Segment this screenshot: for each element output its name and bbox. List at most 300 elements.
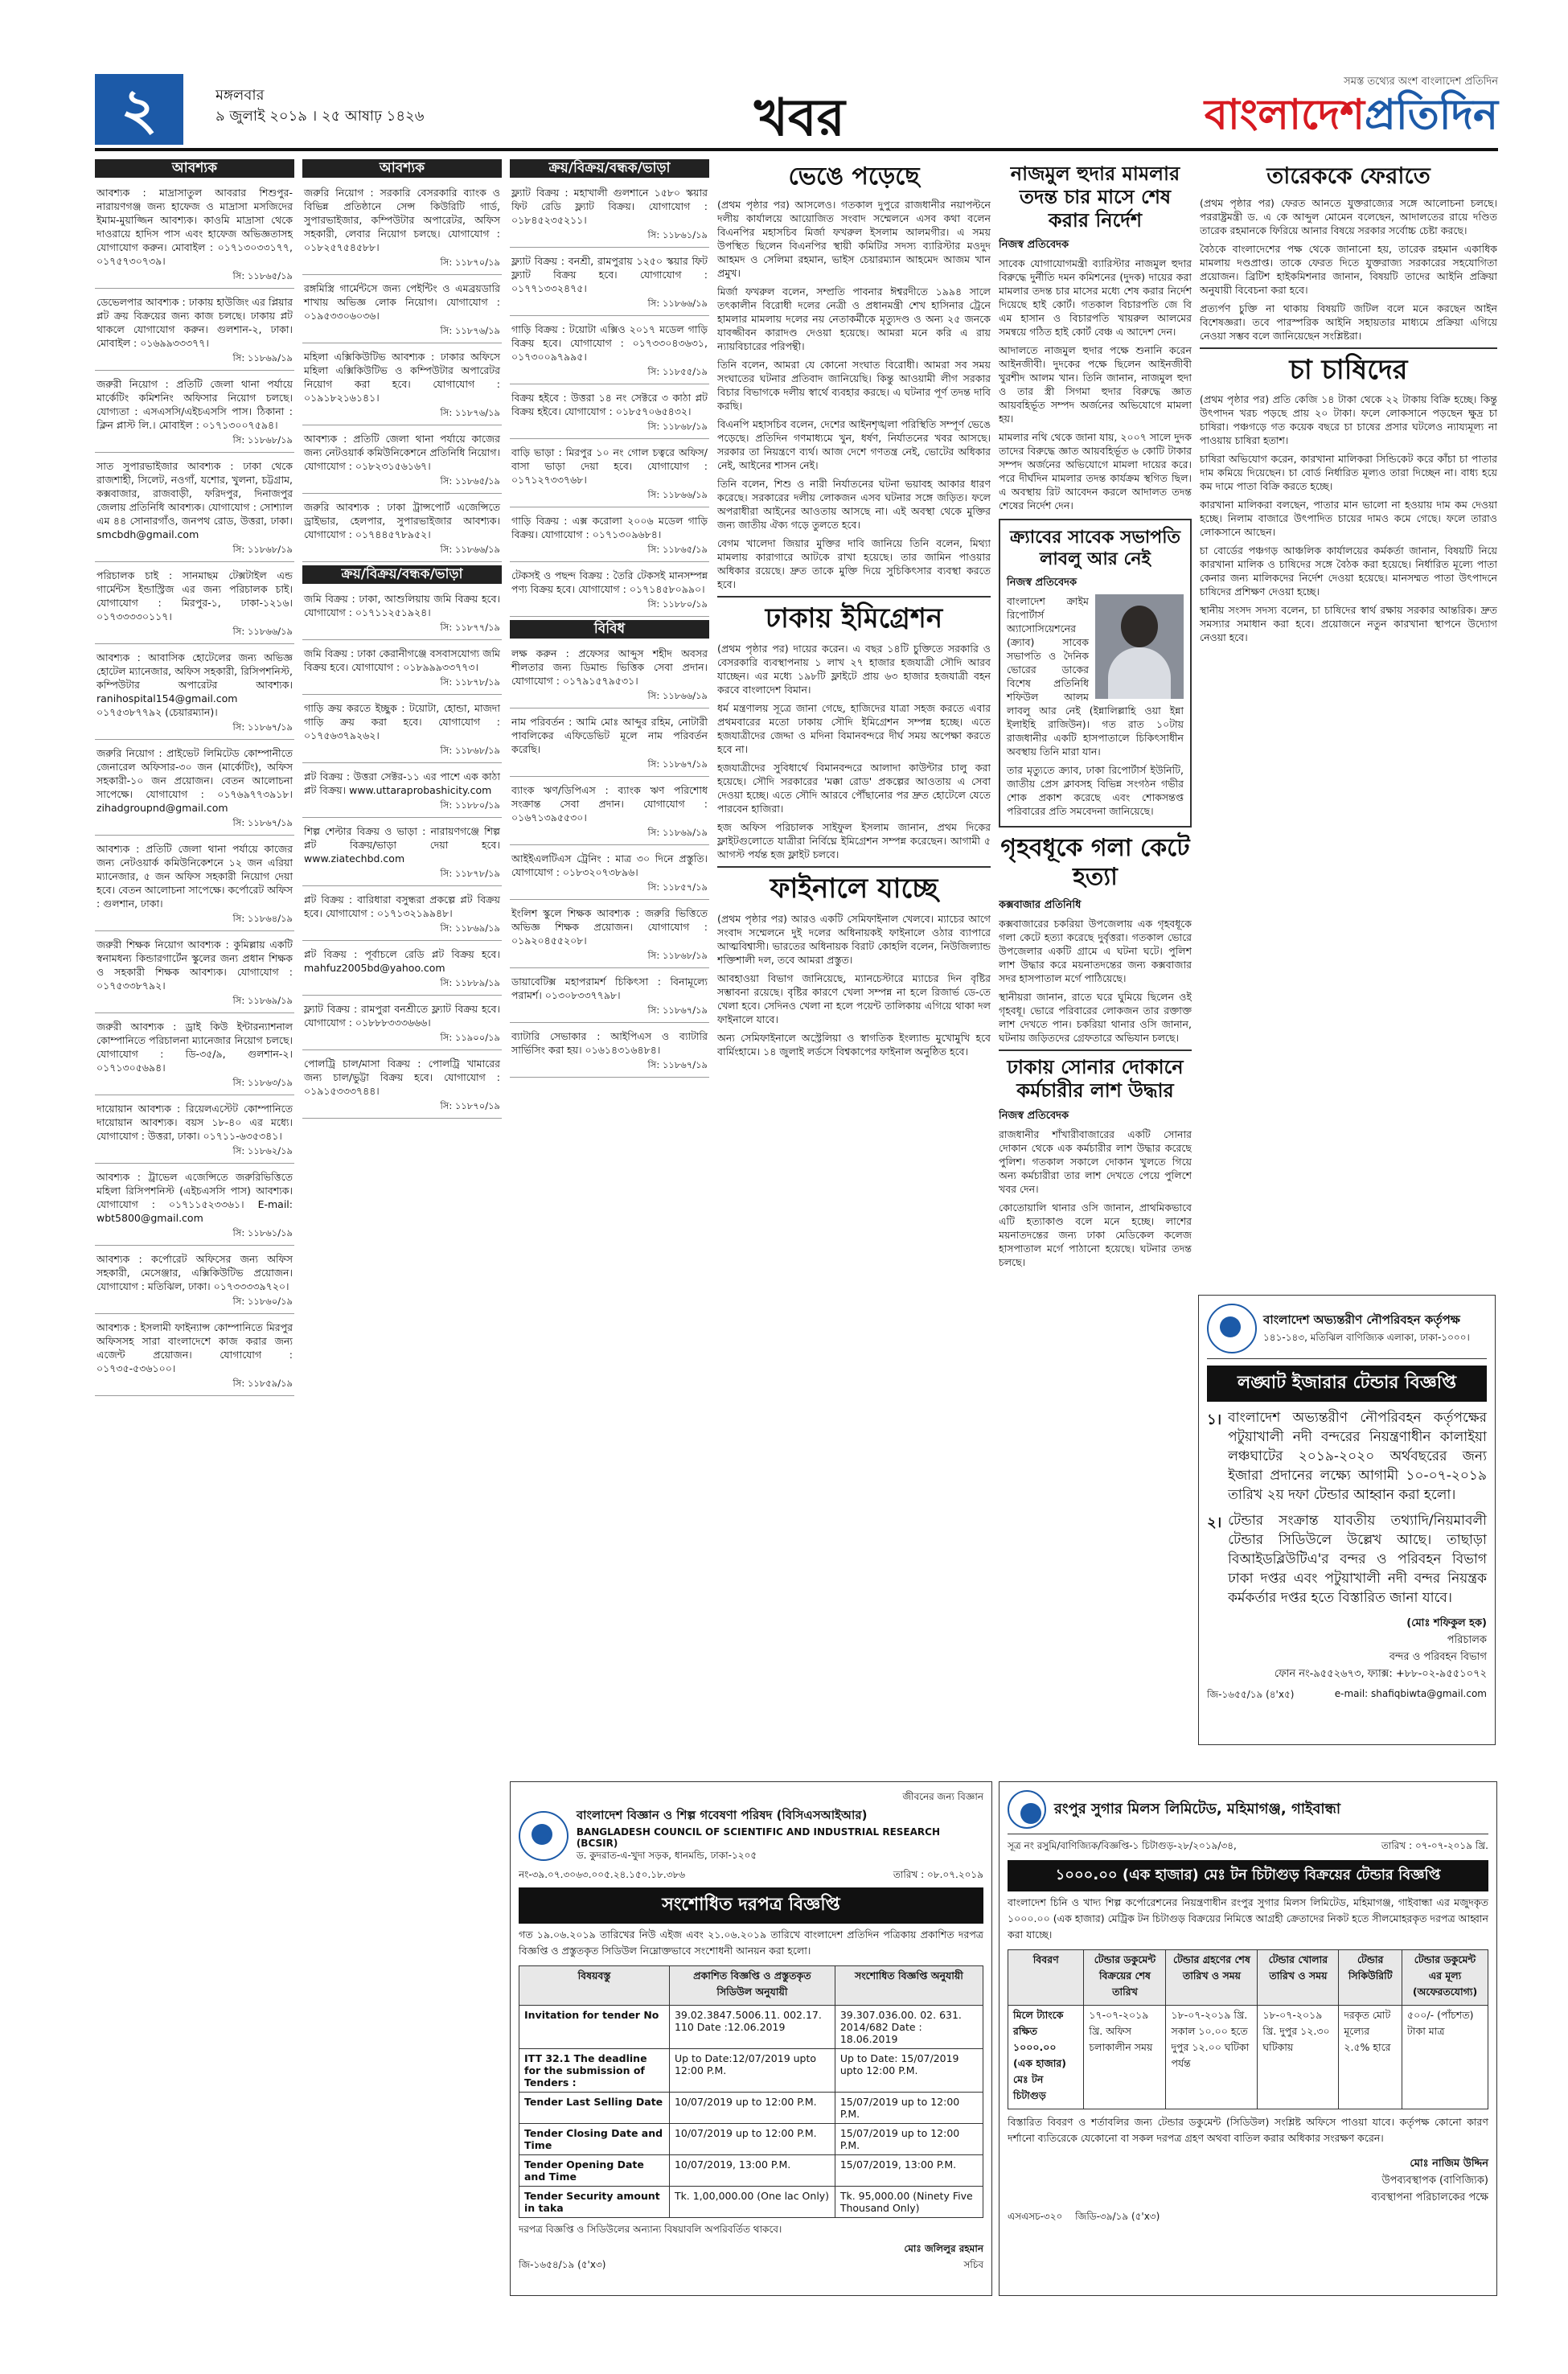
ad-ref: সি: ১১৮৬৯/১৯ <box>440 922 500 934</box>
ad-text: জরুরী শিক্ষক নিয়োগ আবশ্যক : কুমিল্লায় একটি স্বনামধন্য কিন্ডারগার্টেন স্কুলের জন্য প্রধান শিক্ষক ও সহকারী শিক্ষক আবশ্যক। যোগাযোগ : ০১৭৫৩৩৮৭৯২। <box>96 939 293 992</box>
classified-column-2 <box>302 159 502 2210</box>
table-cell: মিলে ট্যাংকে রক্ষিত ১০০০.০০ (এক হাজার) মেঃ টন চিটাগুড় <box>1008 2006 1084 2109</box>
classified-ad <box>95 292 294 371</box>
table-cell: Tk. 1,00,000.00 (One lac Only) <box>669 2187 835 2218</box>
story-headline: গৃহবধূকে গলা কেটে হত্যা <box>1000 834 1190 892</box>
classified-ad <box>302 1054 502 1119</box>
table-cell: Tender Last Selling Date <box>519 2093 670 2124</box>
ad-ref: সি: ১১৮৬৬/১৯ <box>232 626 293 637</box>
ad-ref: সি: ১১৮৭০/১৯ <box>440 257 500 268</box>
ad-ref: সি: ১১৮৭৬/১৯ <box>440 325 500 336</box>
ad-text: নাম পরিবর্তন : আমি মোঃ আব্দুর রহিম, নোটারী পাবলিকের এফিডেভিট মূলে নাম পরিবর্তন করেছি। <box>511 716 708 755</box>
org-address: ১৪১-১৪৩, মতিঝিল বাণিজ্যিক এলাকা, ঢাকা-১০০০। <box>1263 1331 1470 1343</box>
classified-ad <box>302 589 502 640</box>
table-cell: ১৮-০৭-২০১৯ খ্রি. সকাল ১০.০০ হতে দুপুর ১২.০০ ঘটিকা পর্যন্ত <box>1166 2006 1258 2109</box>
ad-ref: সি: ১১৮৬৬/১৯ <box>647 298 708 309</box>
story-paragraph: চা বোর্ডের পঞ্চগড় আঞ্চলিক কার্যালয়ের কর্মকর্তা জানান, বিষয়টি নিয়ে কারখানা মালিক ও চাষিদের সঙ্গে বৈঠক করা হয়েছে। নির্ধারিত মূল্যে পাতা কেনার জন্য মালিকদের নির্দেশ দেওয়া হয়েছে। মানসম্মত পাতা উৎপাদনে চাষিদের প্রশিক্ষণ দেওয়া হচ্ছে। <box>1200 544 1497 598</box>
classified-ad <box>510 971 709 1023</box>
table-cell: 10/07/2019, 13:00 P.M. <box>669 2155 835 2187</box>
ad-text: টেকসই ও পছন্দ বিক্রয় : তৈরি টেকসই মানসম্পন্ন পণ্য বিক্রয় হবে। যোগাযোগ : ০১৭১৪৫৮০৯৯০। <box>511 569 708 595</box>
item-number: ২। <box>1207 1514 1222 1531</box>
table-row <box>519 2155 983 2187</box>
ad-text: প্লট বিক্রয় : পূর্বাচলে রেডি প্লট বিক্রয় হবে। mahfuz2005bd@yahoo.com <box>304 948 500 974</box>
ad-ref: সি: ১১৮৫৯/১৯ <box>232 1378 293 1389</box>
classified-ad <box>95 1099 294 1164</box>
contact: ফোন নং-৯৫৫২৬৭৩, ফ্যাক্স: +৮৮-০২-৯৫৫১০৭২ <box>1274 1668 1487 1680</box>
ad-ref: সি: ১১৮৬৫/১৯ <box>232 270 293 281</box>
table-header-cell: বিষয়বস্তু <box>519 1966 670 2006</box>
table-row <box>1008 2006 1488 2109</box>
classified-ad <box>302 999 502 1050</box>
classified-ad <box>95 743 294 836</box>
story-paragraph: কোতোয়ালি থানার ওসি জানান, প্রাথমিকভাবে এটি হত্যাকাণ্ড বলে মনে হচ্ছে। লাশের ময়নাতদন্তের জন্য ঢাকা মেডিকেল কলেজ হাসপাতাল মর্গে পাঠানো হয়েছে। ঘটনার তদন্ত চলছে। <box>999 1201 1192 1268</box>
ad-text: গাড়ি বিক্রয় : টয়োটা এক্সিও ২০১৭ মডেল গাড়ি বিক্রয় হবে। যোগাযোগ : ০১৭৩৩০৪৩৬৩১, ০১৭৩০০৯৭৯৯৫। <box>511 323 708 363</box>
ad-text: আবশ্যক : কর্পোরেট অফিসের জন্য অফিস সহকারী, মেসেঞ্জার, এক্সিকিউটিভ প্রয়োজন। যোগাযোগ : মতিঝিল, ঢাকা। ০১৭৩৩৩৩৯৭২০। <box>96 1253 293 1292</box>
ad-ref: সি: ১১৮৬৮/১৯ <box>232 544 293 555</box>
ad-text: ফ্ল্যাট বিক্রয় : মহাখালী গুলশানে ১৫৮০ স্কয়ার ফিট রেডি ফ্ল্যাট বিক্রয়। যোগাযোগ : ০১৮৪৫২৩৫২১১। <box>511 187 708 226</box>
story-paragraph: প্রত্যর্পণ চুক্তি না থাকায় বিষয়টি জটিল বলে মনে করছেন আইন বিশেষজ্ঞরা। তবে পারস্পরিক আইনি সহায়তার মাধ্যমে প্রক্রিয়া এগিয়ে নেওয়া সম্ভব বলে জানিয়েছেন সংশ্লিষ্টরা। <box>1200 302 1497 342</box>
table-cell: ITT 32.1 The deadline for the submission of Tenders : <box>519 2049 670 2093</box>
memo-line <box>1008 1839 1488 1855</box>
table-cell: ১৭-০৭-২০১৯ খ্রি. অফিস চলাকালীন সময় <box>1084 2006 1166 2109</box>
classified-ad <box>95 456 294 562</box>
ad-text: জরুরী আবশ্যক : ড্রাই কিউ ইন্টারন্যাশনাল কোম্পানিতে পরিচালনা ম্যানেজার নিয়োগ চলছে। যোগাযোগ : ডি-৩৫/৯, গুলশান-২। ০১৭১৩০৫৬৯৪। <box>96 1021 293 1074</box>
org-address: ড. কুদরাত-এ-খুদা সড়ক, ধানমন্ডি, ঢাকা-১২০৫ <box>576 1850 757 1861</box>
story-headline: নাজমুল হুদার মামলার তদন্ত চার মাসে শেষ করার নির্দেশ <box>1010 162 1180 232</box>
notice-title: লঙ্ঘাট ইজারার টেন্ডার বিজ্ঞপ্তি <box>1207 1366 1487 1402</box>
classified-ad <box>95 565 294 644</box>
story-paragraph: অন্য সেমিফাইনালে অস্ট্রেলিয়া ও স্বাগতিক ইংল্যান্ড মুখোমুখি হবে বার্মিংহামে। ১৪ জুলাই লর্ডসে বিশ্বকাপের ফাইনাল অনুষ্ঠিত হবে। <box>717 1031 991 1058</box>
notice-intro: গত ১৯.০৬.২০১৯ তারিখের নিউ এইজ এবং ২১.০৬.২০১৯ তারিখে বাংলাদেশ প্রতিদিন পত্রিকায় প্রকাশিত দরপত্র বিজ্ঞপ্তি ও প্রস্তুতকৃত সিডিউল নিম্নোক্তভাবে সংশোধনী আনয়ন করা হলো। <box>519 1928 983 1957</box>
ad-text: পরিচালক চাই : সানমাছম টেক্সটাইল এন্ড গার্মেন্টস ইন্ডাস্ট্রিজ এর জন্য পরিচালক চাই। যোগাযোগ : মিরপুর-১, ঢাকা-১২১৬। ০১৭৩৩৩৩০১১৭। <box>96 569 293 622</box>
table-row <box>519 2006 983 2049</box>
story-paragraph: (প্রথম পৃষ্ঠার পর) দায়ের করেন। এ বছর ১৪টি চুক্তিতে সরকারি ও বেসরকারি ব্যবস্থাপনায় ১ লাখ ২৭ হাজার হজযাত্রী সৌদি আরব যাচ্ছেন। এর মধ্যে ১৯৮টি ফ্লাইটে প্রায় ৬৩ হাজার হজযাত্রী বহন করবে বাংলাদেশ বিমান। <box>717 642 991 696</box>
ad-ref: সি: ১১৮৭০/১৯ <box>440 1100 500 1111</box>
notice-item <box>1207 1408 1487 1505</box>
story-byline: নিজস্ব প্রতিবেদক <box>999 239 1069 252</box>
ad-text: বাড়ি ভাড়া : মিরপুর ১০ নং গোল চত্বরে অফিস/বাসা ভাড়া দেয়া হবে। যোগাযোগ : ০১৭১২৭৩৩৭৬৮। <box>511 446 708 486</box>
ad-text: জমি বিক্রয় : ঢাকা কেরানীগঞ্জে বসবাসযোগ্য জমি বিক্রয় হবে। যোগাযোগ : ০১৮৯৯৯৩৩৭৭৩। <box>304 647 500 673</box>
table-cell: 10/07/2019 up to 12:00 P.M. <box>669 2093 835 2124</box>
ad-ref: সি: ১১৮৬৭/১৯ <box>232 817 293 828</box>
table-row <box>519 2093 983 2124</box>
ad-ref: সি: ১১৮৬৯/১৯ <box>232 995 293 1006</box>
org-name-en: BANGLADESH COUNCIL OF SCIENTIFIC AND INDUSTRIAL RESEARCH (BCSIR) <box>576 1826 940 1849</box>
brand-name: বাংলাদেশপ্রতিদিন <box>1204 90 1498 139</box>
classified-ad <box>302 944 502 996</box>
story-paragraph: সাবেক যোগাযোগমন্ত্রী ব্যারিস্টার নাজমুল হুদার বিরুদ্ধে দুর্নীতি দমন কমিশনের (দুদক) দায়ের করা মামলার তদন্ত চার মাসের মধ্যে শেষ করার নির্দেশ দিয়েছে হাই কোর্ট। গতকাল বিচারপতি জে বি এম হাসান ও বিচারপতি খায়রুল আলমের সমন্বয়ে গঠিত হাই কোর্ট বেঞ্চ এ আদেশ দেন। <box>999 257 1192 339</box>
table-row <box>519 2187 983 2218</box>
table-header-cell: সংশোধিত বিজ্ঞপ্তি অনুযায়ী <box>835 1966 983 2006</box>
classified-list <box>302 183 502 562</box>
ad-ref: সি: ১১৮৬৭/১৯ <box>647 1059 708 1070</box>
notice-footer <box>519 2242 983 2274</box>
ad-ref: সি: ১১৮৬৮/১৯ <box>440 745 500 756</box>
ad-ref: সি: ১১৮৭৬/১৯ <box>440 407 500 418</box>
table-header-cell: টেন্ডার খোলার তারিখ ও সময় <box>1258 1950 1339 2006</box>
org-name: বাংলাদেশ অভ্যন্তরীণ নৌপরিবহন কর্তৃপক্ষ <box>1263 1312 1460 1327</box>
news-column-4 <box>717 159 991 1776</box>
story-headline: ঢাকায় সোনার দোকানে কর্মচারীর লাশ উদ্ধার <box>999 1049 1192 1103</box>
ad-ref: সি: ১১৮৬৮/১৯ <box>647 421 708 432</box>
classified-ad <box>510 712 709 777</box>
story-paragraph: তিনি বলেন, আমরা যে কোনো সংঘাত বিরোধী। আমরা সব সময় সংঘাতের ঘটনার প্রতিবাদ জানিয়েছি। কিন্তু আওয়ামী লীগ সরকার বিচার বিভাগকে দলীয় স্বার্থে ব্যবহার করছে। এ ঘটনার পূর্ণ তদন্ত দাবি করছি। <box>717 359 991 412</box>
sugar-mill-tender-notice <box>999 1781 1497 2296</box>
ad-text: গাড়ি বিক্রয় : এক্স করোলা ২০০৬ মডেল গাড়ি বিক্রয়। যোগাযোগ : ০১৭১৩০৯৬৮৪। <box>511 515 708 540</box>
classified-column-3 <box>510 159 709 1776</box>
ad-text: শিল্প শেল্টার বিক্রয় ও ভাড়া : নারায়ণগঞ্জে শিল্প প্লট বিক্রয়/ভাড়া দেয়া হবে। www.ziatechbd.com <box>304 825 500 865</box>
signatory: মোঃ জলিলুর রহমান <box>904 2243 983 2254</box>
sugar-mill-logo-icon <box>1008 1790 1046 1829</box>
story-body <box>717 912 991 1058</box>
classified-ad <box>95 183 294 289</box>
story-paragraph: আদালতে নাজমুল হুদার পক্ষে শুনানি করেন আইনজীবী। দুদকের পক্ষে ছিলেন আইনজীবী খুরশীদ আলম খান। তিনি জানান, নাজমুল হুদা ও তার স্ত্রী সিগমা হুদার বিরুদ্ধে জ্ঞাত আয়বহির্ভূত সম্পদ অর্জনের অভিযোগে মামলা হয়। <box>999 344 1192 425</box>
table-cell: ১৮-০৭-২০১৯ খ্রি. দুপুর ১২.৩০ ঘটিকায় <box>1258 2006 1339 2109</box>
news-column-5 <box>999 159 1192 1776</box>
designation: উপব্যবস্থাপক (বাণিজ্যিক) <box>1381 2175 1488 2187</box>
story-headline: ভেঙে পড়েছে <box>788 162 920 191</box>
story-body <box>717 198 991 591</box>
classified-ad <box>510 1026 709 1078</box>
notice-footer <box>1008 2210 1488 2226</box>
notice-email: e-mail: shafiqbiwta@gmail.com <box>1334 1688 1487 1699</box>
ad-ref: সি: ১১৮৬৫/১৯ <box>647 544 708 555</box>
story-byline: নিজস্ব প্রতিবেদক <box>999 1109 1069 1122</box>
table-header-row <box>1008 1950 1488 2006</box>
table-header-cell: টেন্ডার গ্রহণের শেষ তারিখ ও সময় <box>1166 1950 1258 2006</box>
issue-date: ৯ জুলাই ২০১৯ । ২৫ আষাঢ় ১৪২৬ <box>215 108 425 125</box>
ad-ref: সি: ১১৮৬৭/১৯ <box>232 721 293 733</box>
column-heading: আবশ্যক <box>302 159 502 178</box>
signature-block <box>1207 1616 1487 1683</box>
brand-tagline: সমস্ত তথ্যের অংশ বাংলাদেশ প্রতিদিন <box>1344 76 1498 88</box>
ad-text: ব্যাংক ঋণ/ডিপিএস : ব্যাংক ঋণ পরিশোধ সংক্রান্ত সেবা প্রদান। যোগাযোগ : ০১৬৭১৩৯৫৫৩০। <box>511 784 708 824</box>
story-paragraph: কারখানা মালিকরা বলছেন, পাতার মান ভালো না হওয়ায় দাম কম দেওয়া হচ্ছে। নিলাম বাজারে উৎপাদিত চায়ের দামও কমে গেছে। ফলে তারাও লোকসানে আছেন। <box>1200 499 1497 539</box>
ad-text: প্লট বিক্রয় : উত্তরা সেক্টর-১১ এর পাশে এক কাঠা প্লট বিক্রয়। www.uttaraprobashicity.com <box>304 770 500 796</box>
story-paragraph: (প্রথম পৃষ্ঠার পর) আরও একটি সেমিফাইনাল খেলবে। ম্যাচের আগে সংবাদ সম্মেলনে দুই দলের অধিনায়কই ফাইনালে ওঠার ব্যাপারে আত্মবিশ্বাসী। ভারতের অধিনায়ক বিরাট কোহলি বলেন, নিউজিল্যান্ড শক্তিশালী দল, তবে আমরা প্রস্তুত। <box>717 912 991 966</box>
story-paragraph: (প্রথম পৃষ্ঠার পর) ফেরত আনতে যুক্তরাজ্যের সঙ্গে আলোচনা চলছে। পররাষ্ট্রমন্ত্রী ড. এ কে আব্দুল মোমেন বলেছেন, আদালতের রায়ে দণ্ডিত তারেক রহমানকে ফিরিয়ে আনার বিষয়ে সরকার সর্বোচ্চ চেষ্টা করছে। <box>1200 196 1497 236</box>
story-paragraph: মির্জা ফখরুল বলেন, সম্প্রতি পাবনার ঈশ্বরদীতে ১৯৯৪ সালে তৎকালীন বিরোধী দলের নেত্রী ও প্রধানমন্ত্রী শেখ হাসিনার ট্রেনে হামলার মামলায় দলের নয় নেতাকর্মীকে মৃত্যুদণ্ড ও অন্য ২৫ জনকে যাবজ্জীবন কারাদণ্ড দেওয়া হয়েছে। আমরা মনে করি এ রায় ন্যায়বিচারের পরিপন্থী। <box>717 285 991 352</box>
story-body <box>1200 392 1497 644</box>
portrait-photo <box>1095 594 1184 699</box>
story-headline: ক্র্যাবের সাবেক সভাপতি লাবলু আর নেই <box>1009 527 1181 569</box>
memo-date: তারিখ : ০৮.০৭.২০১৯ <box>893 1869 983 1880</box>
ad-ref: সি: ১১৮৬৮/১৯ <box>232 434 293 446</box>
story-paragraph: (প্রথম পৃষ্ঠার পর) আসলেও। গতকাল দুপুরে রাজধানীর নয়াপল্টনে দলীয় কার্যালয়ে আয়োজিত সংবাদ সম্মেলনে এসব কথা বলেন বিএনপির মহাসচিব মির্জা ফখরুল ইসলাম আলমগীর। এ সময় উপস্থিত ছিলেন বিএনপির স্থায়ী কমিটির সদস্য ব্যারিস্টার মওদুদ আহমদ ও সেলিমা রহমান, ভাইস চেয়ারম্যান আহমেদ আজম খান প্রমুখ। <box>717 199 991 279</box>
ad-ref: সি: ১১৮৬২/১৯ <box>232 1145 293 1156</box>
table-cell: Up to Date: 15/07/2019 upto 12:00 P.M. <box>835 2049 983 2093</box>
story-paragraph: তার মৃত্যুতে ক্র্যাব, ঢাকা রিপোর্টার্স ইউনিটি, জাতীয় প্রেস ক্লাবসহ বিভিন্ন সংগঠন গভীর শোক প্রকাশ করেছে এবং শোকসন্তপ্ত পরিবারের প্রতি সমবেদনা জানিয়েছে। <box>1007 764 1184 818</box>
bcsir-logo-icon <box>519 1811 569 1861</box>
item-text: বাংলাদেশ অভ্যন্তরীণ নৌপরিবহন কর্তৃপক্ষের পটুয়াখালী নদী বন্দরের নিয়ন্ত্রণাধীন কালাইয়া লঞ্চঘাটের ২০১৯-২০২০ অর্থবছরের জন্য ইজারা প্রদানের লক্ষ্যে আগামী ১০-০৭-২০১৯ তারিখ ২য় দফা টেন্ডার আহ্বান করা হলো। <box>1228 1410 1487 1503</box>
column-heading: আবশ্যক <box>95 159 294 178</box>
story-paragraph: বিএনপি মহাসচিব বলেন, দেশের আইনশৃঙ্খলা পরিস্থিতি সম্পূর্ণ ভেঙে পড়েছে। প্রতিদিন গণমাধ্যমে খুন, ধর্ষণ, নির্যাতনের খবর আসছে। সরকার তা নিয়ন্ত্রণে ব্যর্থ। আজ দেশে গণতন্ত্র নেই, ভোটের অধিকার নেই, আইনের শাসন নেই। <box>717 418 991 471</box>
masthead <box>95 74 1498 151</box>
classified-ad <box>302 183 502 275</box>
story-paragraph: তিনি বলেন, শিশু ও নারী নির্যাতনের ঘটনা ভয়াবহ আকার ধারণ করেছে। সরকারের দলীয় লোকজন এসব ঘটনার সঙ্গে জড়িত। ফলে অপরাধীরা আইনের আওতায় আসছে না। এই অবস্থা থেকে মুক্তির জন্য জাতীয় ঐক্য গড়ে তুলতে হবে। <box>717 478 991 531</box>
ad-ref: সি: ১১৮৬৯/১৯ <box>647 827 708 838</box>
signature-block <box>904 2242 983 2274</box>
classified-ad <box>302 698 502 763</box>
obituary-box <box>999 519 1192 828</box>
org-name: রংপুর সুগার মিলস লিমিটেড, মহিমাগঞ্জ, গাইবান্ধা <box>1054 1800 1341 1817</box>
ad-text: আইইএলটিএস ট্রেনিং : মাত্র ৩০ দিনে প্রস্তুতি। যোগাযোগ : ০১৮৩২০৭৩৮৯৬। <box>511 852 708 878</box>
footer-note: দরপত্র বিজ্ঞপ্তি ও সিডিউলের অন্যান্য বিষয়াবলি অপরিবর্তিত থাকবে। <box>519 2224 782 2235</box>
org-name-bn: বাংলাদেশ বিজ্ঞান ও শিল্প গবেষণা পরিষদ (বিসিএসআইআর) <box>576 1808 868 1822</box>
story-paragraph: (প্রথম পৃষ্ঠার পর) প্রতি কেজি ১৪ টাকা থেকে ২২ টাকায় বিক্রি হচ্ছে। কিন্তু উৎপাদন খরচ পড়ছে প্রায় ২০ টাকা। ফলে লোকসানে পড়ছেন ক্ষুদ্র চা চাষিরা। পঞ্চগড়ে গত কয়েক বছরে চা চাষের প্রসার ঘটলেও ন্যায্যমূল্য না পাওয়ায় চাষিরা হতাশ। <box>1200 393 1497 447</box>
table-cell: 39.307.036.00. 02. 631. 2014/682 Date : 18.06.2019 <box>835 2006 983 2049</box>
item-number: ১। <box>1207 1411 1222 1428</box>
ad-text: ডেভেলপার আবশ্যক : ঢাকায় হাউজিং এর প্লিয়ার প্লট ক্রয় বিক্রয়ের জন্য কাজ চলছে। ঢাকায় প্লট থাকলে যোগাযোগ করুন। গুলশান-২, ঢাকা। মোবাইল : ০১৬৯৯৩৩৩৭৭। <box>96 296 293 349</box>
ad-ref: সি: ১১৮৬৩/১৯ <box>232 1077 293 1088</box>
ad-ref: সি: ১১৮৬০/১৯ <box>232 1296 293 1307</box>
notice-item <box>1207 1511 1487 1608</box>
classified-list <box>510 183 709 617</box>
notice-ref: জি-১৬৫৫/১৯ (৪'x৫) <box>1207 1689 1295 1700</box>
ad-ref: সি: ১১৮৮০/১৯ <box>440 799 500 811</box>
table-header-cell: বিবরণ <box>1008 1950 1084 2006</box>
ad-text: ফ্ল্যাট বিক্রয় : বনশ্রী, রামপুরায় ১২৫০ স্কয়ার ফিট ফ্ল্যাট বিক্রয় হবে। যোগাযোগ : ০১৭৭১৩৩২৪৭৫। <box>511 255 708 294</box>
notice-header <box>1207 1304 1487 1359</box>
classified-ad <box>510 251 709 316</box>
table-cell: Tk. 95,000.00 (Ninety Five Thousand Only) <box>835 2187 983 2218</box>
story-byline: কক্সবাজার প্রতিনিধি <box>999 899 1082 912</box>
notice-body: বিস্তারিত বিবরণ ও শর্তাবলির জন্য টেন্ডার ডকুমেন্ট (সিডিউল) সংশ্লিষ্ট অফিসে পাওয়া যাবে। কর্তৃপক্ষ কোনো কারণ দর্শানো ব্যতিরেকে যেকোনো বা সকল দরপত্র গ্রহণ অথবা বাতিল করার অধিকার সংরক্ষণ করেন। <box>1008 2116 1488 2144</box>
classified-ad <box>95 934 294 1013</box>
table-cell: Invitation for tender No <box>519 2006 670 2049</box>
ad-text: মহিলা এক্সিকিউটিভ আবশ্যক : ঢাকার অফিসে মহিলা এক্সিকিউটিভ ও কম্পিউটার অপারেটর নিয়োগ করা হবে। যোগাযোগ : ০১৯১৮২১৬১৪১। <box>304 351 500 404</box>
designation: সচিব <box>963 2259 983 2270</box>
ad-ref: সি: ১১৮৮০/১৯ <box>647 598 708 610</box>
notice-items <box>1207 1408 1487 1608</box>
ad-text: রঙ্গমিস্ত্রি গার্মেন্টসে জন্য পেইন্টিং ও এমব্রয়ডারি শাখায় অভিজ্ঞ লোক নিয়োগ। যোগাযোগ : ০১৯৫৩৩০৬০৩৬। <box>304 282 500 322</box>
table-cell: Up to Date:12/07/2019 upto 12:00 P.M. <box>669 2049 835 2093</box>
item-text: টেন্ডার সংক্রান্ত যাবতীয় তথ্যাদি/নিয়মাবলী টেন্ডার সিডিউলে উল্লেখ আছে। তাছাড়া বিআইডব্লিউটিএ'র বন্দর ও পরিবহন বিভাগ ঢাকা দপ্তর এবং পটুয়াখালী নদী বন্দর নিয়ন্ত্রক কর্মকর্তার দপ্তর হতে বিস্তারিত জানা যাবে। <box>1228 1513 1487 1606</box>
classified-ad <box>510 903 709 968</box>
classified-ad <box>510 565 709 617</box>
ad-ref: সি: ১১৮৬৬/১৯ <box>647 489 708 500</box>
ad-text: ফ্ল্যাট বিক্রয় : রামপুরা বনশ্রীতে ফ্ল্যাট বিক্রয় হবে। যোগাযোগ : ০১৮৮৮৩৩৩৬৬৬। <box>304 1003 500 1029</box>
table-header-row <box>519 1966 983 2006</box>
designation: পরিচালক <box>1447 1634 1487 1646</box>
ad-ref: সি: ১১৯০০/১৯ <box>440 1032 500 1043</box>
table-cell: 15/07/2019, 13:00 P.M. <box>835 2155 983 2187</box>
memo-line <box>519 1868 983 1884</box>
notice-ref: জি-১৬৫৪/১৯ (৫'x৩) <box>519 2259 606 2270</box>
ad-text: জরুরী নিয়োগ : প্রতিটি জেলা থানা পর্যায়ে মার্কেটিং কমিশনিং অফিসার নিয়োগ চলছে। যোগ্যতা : এসএসসি/এইচএসসি পাস। ঠিকানা : ক্লিন প্লাস্ট লি.। মোবাইল : ০১৭১৩০০৭৫৯৪। <box>96 378 293 431</box>
classified-ad <box>95 1249 294 1314</box>
ad-ref: সি: ১১৮৭৭/১৯ <box>440 622 500 633</box>
story-paragraph: বেগম খালেদা জিয়ার মুক্তির দাবি জানিয়ে তিনি বলেন, মিথ্যা মামলায় কারাগারে আটকে রাখা হয়েছে। তার জামিন পাওয়ার অধিকার রয়েছে। দ্রুত তাকে মুক্তি দিয়ে সুচিকিৎসার ব্যবস্থা করতে হবে। <box>717 537 991 590</box>
story-body <box>999 917 1192 1045</box>
notice-footer <box>1207 1688 1487 1704</box>
ad-text: আবশ্যক : প্রতিটি জেলা থানা পর্যায়ে কাজের জন্য নেটওয়ার্ক কমিউনিকেশনে প্রতিনিধি নিয়োগ। যোগাযোগ : ০১৮২৩১৫৬১৬৭। <box>304 433 500 472</box>
ad-ref: সি: ১১৮৭৮/১৯ <box>440 868 500 879</box>
story-body <box>717 642 991 861</box>
ad-ref: সি: ১১৮৬৬/১৯ <box>440 544 500 555</box>
issue-day: মঙ্গলবার <box>215 87 265 104</box>
classified-ad <box>95 1167 294 1246</box>
story-paragraph: মামলার নথি থেকে জানা যায়, ২০০৭ সালে দুদক তাদের বিরুদ্ধে জ্ঞাত আয়বহির্ভূত ৬ কোটি টাকার সম্পদ অর্জনের অভিযোগে মামলা দায়ের করে। পরে দীর্ঘদিন মামলার তদন্ত কার্যক্রম স্থগিত ছিল। এ অবস্থায় রিট আবেদন করলে আদালত তদন্ত শেষের নির্দেশ দেন। <box>999 431 1192 512</box>
news-column-6 <box>1200 159 1497 1287</box>
story-paragraph: কক্সবাজারের চকরিয়া উপজেলায় এক গৃহবধূকে গলা কেটে হত্যা করেছে দুর্বৃত্তরা। গতকাল ভোরে উপজেলার একটি গ্রামে এ ঘটনা ঘটে। পুলিশ লাশ উদ্ধার করে ময়নাতদন্তের জন্য কক্সবাজার সদর হাসপাতাল মর্গে পাঠিয়েছে। <box>999 918 1192 985</box>
ad-ref: সি: ১১৮৬৬/১৯ <box>647 690 708 701</box>
memo-number: সূত্র নং রসুমি/বাণিজ্যিক/বিজ্ঞপ্তি-১ চিটাগুড়-২৮/২০১৯/৩৪, <box>1008 1840 1237 1851</box>
ad-ref: সি: ১১৮৬৭/১৯ <box>647 1004 708 1016</box>
story-paragraph: স্থানীয়রা জানান, রাতে ঘরে ঘুমিয়ে ছিলেন ওই গৃহবধূ। ভোরে পরিবারের লোকজন তার রক্তাক্ত লাশ দেখতে পান। চকরিয়া থানার ওসি জানান, ঘটনায় জড়িতদের গ্রেফতারে অভিযান চলছে। <box>999 991 1192 1045</box>
classified-ad <box>302 429 502 494</box>
biwta-logo-icon <box>1207 1304 1257 1353</box>
ad-ref: সি: ১১৮৬৯/১৯ <box>232 352 293 363</box>
classified-list <box>510 643 709 1078</box>
notice-ref: এসএসচ-৩২০ <box>1008 2211 1063 2222</box>
classified-ad <box>510 442 709 507</box>
story-paragraph: হজযাত্রীদের সুবিধার্থে বিমানবন্দরে আলাদা কাউন্টার চালু করা হয়েছে। সৌদি সরকারের 'মক্কা রোড' প্রকল্পের আওতায় এ সেবা দেওয়া হচ্ছে। এতে সৌদি আরবে পৌঁছানোর পর দ্রুত হোটেলে যেতে পারবেন হাজিরা। <box>717 761 991 815</box>
table-header-cell: টেন্ডার ডকুমেন্ট এর মূল্য (অফেরতযোগ্য) <box>1402 1950 1488 2006</box>
story-paragraph: ধর্ম মন্ত্রণালয় সূত্রে জানা গেছে, হাজিদের যাত্রা সহজ করতে এবার প্রথমবারের মতো ঢাকায় সৌদি ইমিগ্রেশন সম্পন্ন হচ্ছে। এতে হজযাত্রীদের জেদ্দা ও মদিনা বিমানবন্দরে দীর্ঘ সময় অপেক্ষা করতে হবে না। <box>717 701 991 755</box>
notice-header <box>1008 1790 1488 1834</box>
table-header-cell: টেন্ডার সিকিউরিটি <box>1339 1950 1402 2006</box>
classified-ad <box>510 643 709 709</box>
ad-ref: সি: ১১৮৬১/১৯ <box>232 1227 293 1238</box>
ad-text: আবশ্যক : আবাসিক হোটেলের জন্য অভিজ্ঞ হোটেল ম্যানেজার, অফিস সহকারী, রিসিপশনিস্ট, কম্পিউটার অপারেটর আবশ্যক। ranihospital154@gmail.com ০১৭৫৩৮৭৭৯২ (চেয়ারম্যান)। <box>96 651 293 718</box>
story-paragraph: স্থানীয় সংসদ সদস্য বলেন, চা চাষিদের স্বার্থ রক্ষায় সরকার আন্তরিক। দ্রুত সমস্যার সমাধান করা হবে। প্রয়োজনে নতুন কারখানা স্থাপনে উদ্যোগ নেওয়া হবে। <box>1200 604 1497 644</box>
notice-title: সংশোধিত দরপত্র বিজ্ঞপ্তি <box>519 1887 983 1924</box>
story-headline: তারেককে ফেরাতে <box>1266 162 1430 189</box>
story-paragraph: বৈঠকে বাংলাদেশের পক্ষ থেকে জানানো হয়, তারেক রহমান একাধিক মামলায় দণ্ডপ্রাপ্ত। তাকে ফেরত দিতে যুক্তরাজ্য সরকারের সহযোগিতা প্রয়োজন। ব্রিটিশ হাইকমিশনার জানান, বিষয়টি তাদের আইনি প্রক্রিয়া অনুযায়ী বিবেচনা করা হবে। <box>1200 242 1497 296</box>
story-byline: নিজস্ব প্রতিবেদক <box>1007 577 1077 589</box>
ad-ref: সি: ১১৮৬৪/১৯ <box>232 913 293 924</box>
amendment-table <box>519 1965 983 2218</box>
table-cell: 15/07/2019 up to 12:00 P.M. <box>835 2093 983 2124</box>
classified-ad <box>302 347 502 425</box>
story-paragraph: চাষিরা অভিযোগ করেন, কারখানা মালিকরা সিন্ডিকেট করে কাঁচা চা পাতার দাম কমিয়ে দিয়েছেন। চা বোর্ড নির্ধারিত মূল্যও তারা দিচ্ছেন না। বাধ্য হয়ে কম দামে পাতা বিক্রি করতে হচ্ছে। <box>1200 453 1497 493</box>
designation: ব্যবস্থাপনা পরিচালকের পক্ষে <box>1371 2191 1488 2204</box>
ad-text: গাড়ি ক্রয় করতে ইচ্ছুক : টয়োটা, হোন্ডা, মাজদা গাড়ি ক্রয় করা হবে। যোগাযোগ : ০১৭৫৬৩৭৯২৬২। <box>304 702 500 741</box>
column-heading: ক্রয়/বিক্রয়/বন্ধক/ভাড়া <box>510 159 709 178</box>
classified-list <box>302 589 502 1119</box>
classified-ad <box>95 1317 294 1396</box>
classified-ad <box>302 278 502 343</box>
story-headline: চা চাষিদের <box>1200 347 1497 387</box>
signature-block <box>1008 2156 1488 2207</box>
story-headline: ঢাকায় ইমিগ্রেশন <box>717 596 991 635</box>
classified-ad <box>302 643 502 695</box>
section-title: খবর <box>754 88 845 148</box>
ad-text: ডায়াবেটিক্স মহাপরামর্শ চিকিৎসা : বিনামূল্যে পরামর্শ। ০১৩০৮৩৩৭৭৯৮। <box>511 975 708 1001</box>
ad-text: আবশ্যক : ট্রাভেল এজেন্সিতে জরুরিভিত্তিতে মহিলা রিসিপশনিস্ট (এইচএসসি পাস) আবশ্যক। যোগাযোগ : ০১৭১১৫২৩৩৬১। E-mail: wbt5800@gmail.com <box>96 1171 293 1224</box>
table-cell: Tender Security amount in taka <box>519 2187 670 2218</box>
classified-ad <box>510 319 709 384</box>
ad-text: লক্ষ করুন : প্রফেসর আব্দুস শহীদ অবসর শীলতার জন্য ডিমান্ড ভিত্তিক সেবা প্রদান। যোগাযোগ : ০১৭৯১৫৭৯৫৩১। <box>511 647 708 687</box>
classified-ad <box>95 1017 294 1095</box>
ad-text: আবশ্যক : প্রতিটি জেলা থানা পর্যায়ে কাজের জন্য নেটওয়ার্ক কমিউনিকেশনে ১২ জন এরিয়া ম্যানেজার, ৫ জন অফিস সহকারী নিয়োগ দেয়া হবে। বেতন আলোচনা সাপেক্ষে। কর্পোরেট অফিস : গুলশান, ঢাকা। <box>96 843 293 910</box>
classified-ad <box>302 497 502 562</box>
classified-ad <box>95 374 294 453</box>
story-body <box>1200 196 1497 343</box>
bcsir-tender-notice <box>510 1781 992 2296</box>
story-paragraph: আবহাওয়া বিভাগ জানিয়েছে, ম্যানচেস্টারে ম্যাচের দিন বৃষ্টির সম্ভাবনা রয়েছে। বৃষ্টির কারণে খেলা সম্পন্ন না হলে রিজার্ভ ডে-তে খেলা হবে। সেদিনও খেলা না হলে পয়েন্ট তালিকায় এগিয়ে থাকা দল ফাইনালে যাবে। <box>717 971 991 1025</box>
table-header-cell: প্রকাশিত বিজ্ঞপ্তি ও প্রস্তুতকৃত সিডিউল অনুযায়ী <box>669 1966 835 2006</box>
issue-date-block <box>215 85 424 127</box>
notice-intro: বাংলাদেশ চিনি ও খাদ্য শিল্প কর্পোরেশনের নিয়ন্ত্রণাধীন রংপুর সুগার মিলস লিমিটেড, মহিমাগঞ্জ, গাইবান্ধা এর মজুদকৃত ১০০০.০০ (এক হাজার) মেট্রিক টন চিটাগুড় বিক্রয়ের নিমিত্তে আগ্রহী ক্রেতাদের নিকট হতে সীলমোহরকৃত দরপত্র আহ্বান করা যাচ্ছে। <box>1008 1896 1488 1941</box>
table-row <box>519 2049 983 2093</box>
ad-ref: সি: ১১৮৬৭/১৯ <box>647 758 708 770</box>
ad-ref: সি: ১১৮৭৮/১৯ <box>440 676 500 688</box>
ad-ref: সি: ১১৮৫৫/১৯ <box>647 366 708 377</box>
ad-text: বিক্রয় হইবে : উত্তরা ১৪ নং সেক্টরে ৩ কাঠা প্লট বিক্রয় হইবে। যোগাযোগ : ০১৮৫৭০৬৫৪৩২। <box>511 392 708 417</box>
signatory: (মোঃ শফিকুল হক) <box>1406 1617 1487 1629</box>
notice-ref: জিডি-৩৯/১৯ (৫'x৩) <box>1075 2211 1160 2222</box>
ad-text: জরুরি আবশ্যক : ঢাকা ট্রান্সপোর্ট এজেন্সিতে ড্রাইভার, হেলপার, সুপারভাইজার আবশ্যক। যোগাযোগ : ০১৭৪৪৫৭৮৯৫২। <box>304 501 500 540</box>
table-cell: দরকৃত মোট মূল্যের ২.৫% হারে <box>1339 2006 1402 2109</box>
tender-schedule-table <box>1008 1949 1488 2109</box>
classified-column-1 <box>95 159 294 2210</box>
table-cell: 10/07/2019 up to 12:00 P.M. <box>669 2124 835 2155</box>
table-header-cell: টেন্ডার ডকুমেন্ট বিক্রয়ের শেষ তারিখ <box>1084 1950 1166 2006</box>
classified-ad <box>302 889 502 941</box>
table-row <box>519 2124 983 2155</box>
designation: বন্দর ও পরিবহন বিভাগ <box>1389 1651 1487 1663</box>
table-cell: 15/07/2019 up to 12:00 P.M. <box>835 2124 983 2155</box>
classified-ad <box>510 848 709 900</box>
table-cell: ৫০০/- (পাঁচশত) টাকা মাত্র <box>1402 2006 1488 2109</box>
ad-ref: সি: ১১৮৬১/১৯ <box>647 229 708 240</box>
classified-list <box>95 183 294 1396</box>
classified-ad <box>95 839 294 931</box>
notice-tag: জীবনের জন্য বিজ্ঞান <box>902 1791 983 1802</box>
story-paragraph: রাজধানীর শাঁখারীবাজারের একটি সোনার দোকান থেকে এক কর্মচারীর লাশ উদ্ধার করেছে পুলিশ। গতকাল সকালে দোকান খুলতে গিয়ে অন্য কর্মচারীরা তার লাশ দেখতে পেয়ে পুলিশে খবর দেন। <box>999 1127 1192 1195</box>
story-paragraph: বাংলাদেশ ক্রাইম রিপোর্টার্স অ্যাসোসিয়েশনের (ক্র্যাব) সাবেক সভাপতি ও দৈনিক ভোরের ডাকের বিশেষ প্রতিনিধি শফিউল আলম লাবলু আর নেই (ইন্নালিল্লাহি ওয়া ইন্না ইলাইহি রাজিউন)। গত রাত ১০টায় রাজধানীর একটি হাসপাতালে চিকিৎসাধীন অবস্থায় তিনি মারা যান। <box>1007 595 1184 758</box>
ad-text: ইংলিশ স্কুলে শিক্ষক আবশ্যক : জরুরি ভিত্তিতে অভিজ্ঞ শিক্ষক প্রয়োজন। যোগাযোগ : ০১৯২০৪৫৫২০৮। <box>511 907 708 947</box>
ad-ref: সি: ১১৮৮৯/১৯ <box>440 977 500 988</box>
table-cell: Tender Closing Date and Time <box>519 2124 670 2155</box>
ad-text: দায়োয়ান আবশ্যক : রিয়েলএস্টেট কোম্পানিতে দায়োয়ান আবশ্যক। বয়স ১৮-৪০ এর মধ্যে। যোগাযোগ : উত্তরা, ঢাকা। ০১৭১১-৬৩৫৩৪১। <box>96 1103 293 1142</box>
classified-ad <box>510 183 709 248</box>
ad-text: জরুরি নিয়োগ : প্রাইভেট লিমিটেড কোম্পানীতে জেনারেল অফিসার-৩০ জন (মার্কেটিং), অফিস সহকারী-১০ জন প্রয়োজন। বেতন আলোচনা সাপেক্ষে। যোগাযোগ : ০১৭৬৯৭৭৩৯১৮। zihadgroupnd@gmail.com <box>96 747 293 814</box>
biwta-tender-notice <box>1198 1295 1496 1745</box>
notice-header <box>519 1806 983 1865</box>
story-headline: ফাইনালে যাচ্ছে <box>717 866 991 906</box>
classified-ad <box>510 780 709 845</box>
classified-ad <box>302 766 502 818</box>
memo-date: তারিখ : ০৭-০৭-২০১৯ খ্রি. <box>1381 1840 1488 1851</box>
memo-number: নং-৩৯.০৭.৩০৬৩.০০৫.২৪.১৫০.১৮.৩৮৬ <box>519 1869 686 1880</box>
classified-ad <box>302 821 502 886</box>
ad-text: ব্যাটারি সেভাকার : আইপিএস ও ব্যাটারি সার্ভিসিং করা হয়। ০১৬১৪৩১৬৪৮৪। <box>511 1030 708 1056</box>
classified-ad <box>510 388 709 439</box>
story-paragraph: হজ অফিস পরিচালক সাইফুল ইসলাম জানান, প্রথম দিকের ফ্লাইটগুলোতে যাত্রীরা নির্বিঘ্নে ইমিগ্রেশন সম্পন্ন করেছেন। আগামী ৫ আগস্ট পর্যন্ত হজ ফ্লাইট চলবে। <box>717 820 991 860</box>
classified-ad <box>95 647 294 740</box>
ad-text: জমি বিক্রয় : ঢাকা, আশুলিয়ায় জমি বিক্রয় হবে। যোগাযোগ : ০১৭১১২৫১৯২৪। <box>304 593 500 618</box>
table-cell: 39.02.3847.5006.11. 002.17. 110 Date :12.06.2019 <box>669 2006 835 2049</box>
brand-logo <box>1205 74 1498 139</box>
page-number: ২ <box>95 74 183 145</box>
ad-text: প্লট বিক্রয় : বারিধারা বসুন্ধরা প্রকল্পে প্লট বিক্রয় হবে। যোগাযোগ : ০১৭১৩২১৯৯৪৮। <box>304 893 500 919</box>
ad-text: সাত সুপারভাইজার আবশ্যক : ঢাকা থেকে রাজশাহী, সিলেট, নওগাঁ, যশোর, খুলনা, চট্টগ্রাম, কক্সবাজার, রাজবাড়ী, ফরিদপুর, দিনাজপুর জেলায় প্রতিনিধি আবশ্যক। যোগাযোগ : সোশ্যাল এম ৪৪ সোনারগাঁও, জনপথ রোড, উত্তরা, ঢাকা। smcbdh@gmail.com <box>96 460 293 540</box>
ad-text: আবশ্যক : মাদ্রাসাতুল আবরার শিশুপুর-নারায়ণগঞ্জ জন্য হাফেজ ও মাদ্রাসা মসজিদের ইমাম-মুয়াজ্জিন আবশ্যক। কাওমি মাদ্রাসা থেকে দাওরায়ে হাদিস পাস এবং হাফেজ অভিজ্ঞতাসহ যোগাযোগ করুন। মোবাইল : ০১৭১৩০৩৩১৭৭, ০১৭৫৭৩০৭৩৯। <box>96 187 293 267</box>
notice-title: ১০০০.০০ (এক হাজার) মেঃ টন চিটাগুড় বিক্রয়ের টেন্ডার বিজ্ঞপ্তি <box>1008 1860 1488 1891</box>
table-cell: Tender Opening Date and Time <box>519 2155 670 2187</box>
ad-text: আবশ্যক : ইসলামী ফাইন্যান্স কোম্পানিতে মিরপুর অফিসসহ সারা বাংলাদেশে কাজ করার জন্য এজেন্ট প্রয়োজন। যোগাযোগ : ০১৭৩৫-৫৩৬১০০। <box>96 1321 293 1374</box>
classified-ad <box>510 511 709 562</box>
column-heading: ক্রয়/বিক্রয়/বন্ধক/ভাড়া <box>302 565 502 584</box>
ad-ref: সি: ১১৮৬৮/১৯ <box>647 950 708 961</box>
ad-text: জরুরি নিয়োগ : সরকারি বেসরকারি ব্যাংক ও বিভিন্ন প্রতিষ্ঠানে সেন্স কিউরিটি গার্ড, সুপারভাইজার, কম্পিউটার অপারেটর, অফিস সহকারী, লেবার নিয়োগ চলছে। যোগাযোগ : ০১৮২৫৭৫৪৫৮৮। <box>304 187 500 253</box>
signatory: মোঃ নাজিম উদ্দিন <box>1410 2158 1488 2170</box>
story-body <box>999 257 1192 512</box>
story-body <box>999 1127 1192 1269</box>
